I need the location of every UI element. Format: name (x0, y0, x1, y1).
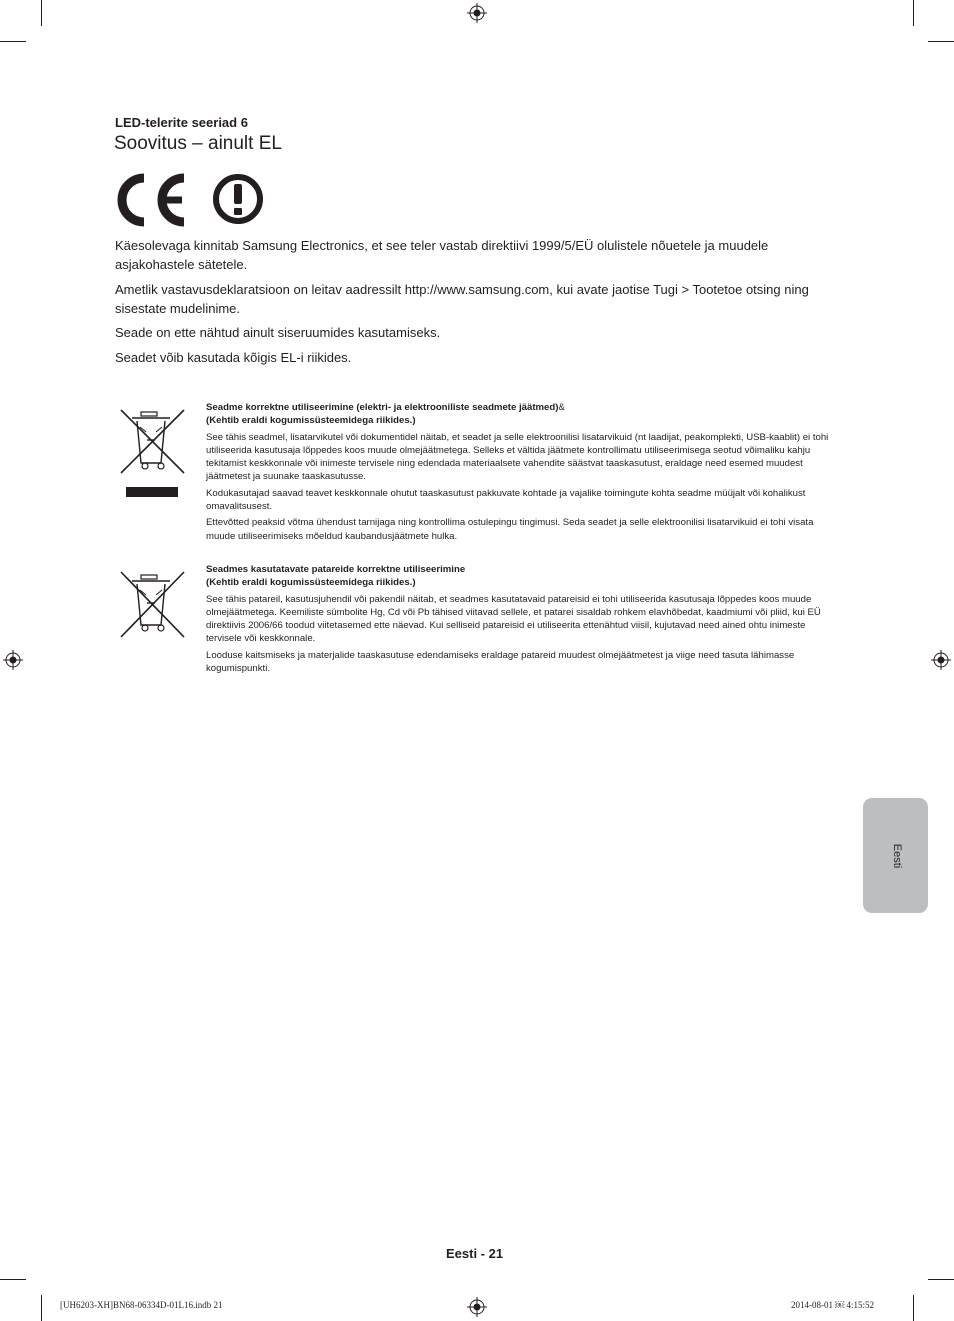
series-label: LED-telerite seeriad 6 (115, 115, 248, 130)
battery-section (206, 563, 841, 678)
paragraph-official-declaration: Ametlik vastavusdeklaratsioon on leitav aadressilt http://www.samsung.com, kui avate jaotise Tugi > Tootetoe otsing ning sisestate mudelinime. (115, 282, 809, 316)
paragraph-eu-countries: Seadet võib kasutada kõigis EL-i riikides. (115, 350, 352, 365)
footer-timestamp: 2014-08-01 ￼ 4:15:52 (791, 1300, 874, 1310)
disposal-subheading: (Kehtib eraldi kogumissüsteemidega riikides.) (206, 415, 416, 427)
registration-mark-icon (3, 650, 23, 670)
battery-paragraph: See tähis patareil, kasutusjuhendil või pakendil näitab, et seadmes kasutatavaid patareisid ei tohi utiliseerida kasutusaja lõppedes koos muude olmejäätmetega. Keemiliste sümbolite Hg, Cd või Pb tähised viitavad sellele, et patarei sisaldab rohkem elavhõbedat, kaadmiumi või pliid, kui EÜ direktiivis 2006/66 toodud viitetasemed ette näevad. Kui selliseid patareisid ei utiliseerita ettenähtud viisil, kujutavad need ained ohtu inimeste tervisele või keskkonnale. (206, 593, 821, 645)
crossed-bin-battery-icon (118, 569, 186, 641)
crop-mark (41, 1295, 42, 1321)
registration-mark-icon (467, 1297, 487, 1317)
paragraph-declaration: Käesolevaga kinnitab Samsung Electronics, et see teler vastab direktiivi 1999/5/EÜ olulistele nõuetele ja muudele asjakohastele sätetele. (115, 238, 769, 272)
crop-mark (928, 1279, 954, 1280)
language-tab (863, 798, 928, 913)
crop-mark (41, 0, 42, 26)
page-title: Soovitus – ainult EL (114, 133, 282, 154)
ce-mark-icon (114, 172, 190, 228)
crop-mark (0, 1279, 26, 1280)
disposal-section (206, 401, 841, 546)
alert-class-2-icon (212, 173, 264, 225)
crop-mark (928, 41, 954, 42)
page-number: Eesti - 21 (446, 1246, 504, 1261)
crop-mark (913, 1295, 914, 1321)
battery-subheading: (Kehtib eraldi kogumissüsteemidega riikides.) (206, 577, 416, 589)
registration-mark-icon (467, 3, 487, 23)
crossed-bin-icon (118, 405, 186, 497)
crop-mark (0, 41, 26, 42)
language-tab-label: Eesti (891, 843, 903, 868)
battery-paragraph: Looduse kaitsmiseks ja materjalide taaskasutuse edendamiseks eraldage patareid muudest olmejäätmetest ja viige need tasuta lähimasse kogumispunkti. (206, 649, 795, 675)
disposal-amp: & (558, 402, 565, 413)
disposal-paragraph: Ettevõtted peaksid võtma ühendust tarnijaga ning kontrollima ostulepingu tingimusi. Seda seadet ja selle elektroonilisi lisatarvikuid ei tohi visata muude utiliseerimiseks mõeldud kaubandusjäätmete hulka. (206, 517, 814, 542)
registration-mark-icon (931, 650, 951, 670)
footer-file-info: [UH6203-XH]BN68-06334D-01L16.indb 21 (60, 1300, 223, 1310)
disposal-paragraph: See tähis seadmel, lisatarvikutel või dokumentidel näitab, et seadet ja selle elektroonilisi lisatarvikuid (nt laadijat, peakomplekti, USB-kaablit) ei tohi utiliseerida kasutusaja lõppedes koos muude olmejäätmetega. Selleks et vältida jäätmete kontrollimatu utiliseerimisega seotud võimaliku kahju tekitamist keskkonnale või inimeste tervisele ning edendada materiaalsete vahendite säästvat taaskasutust, eraldage need esemed muudest jäätmetest ja suunake taaskasutusse. (206, 431, 829, 483)
disposal-paragraph: Kodukasutajad saavad teavet keskkonnale ohutut taaskasutust pakkuvate kohtade ja vajalike toimingute kohta seadme müüjalt või kohalikust omavalitsusest. (206, 487, 806, 513)
crop-mark (913, 0, 914, 26)
paragraph-indoor-use: Seade on ette nähtud ainult siseruumides kasutamiseks. (115, 325, 441, 340)
disposal-heading: Seadme korrektne utiliseerimine (elektri- ja elektrooniliste seadmete jäätmed) (206, 402, 559, 413)
battery-heading: Seadmes kasutatavate patareide korrektne utiliseerimine (206, 564, 466, 575)
